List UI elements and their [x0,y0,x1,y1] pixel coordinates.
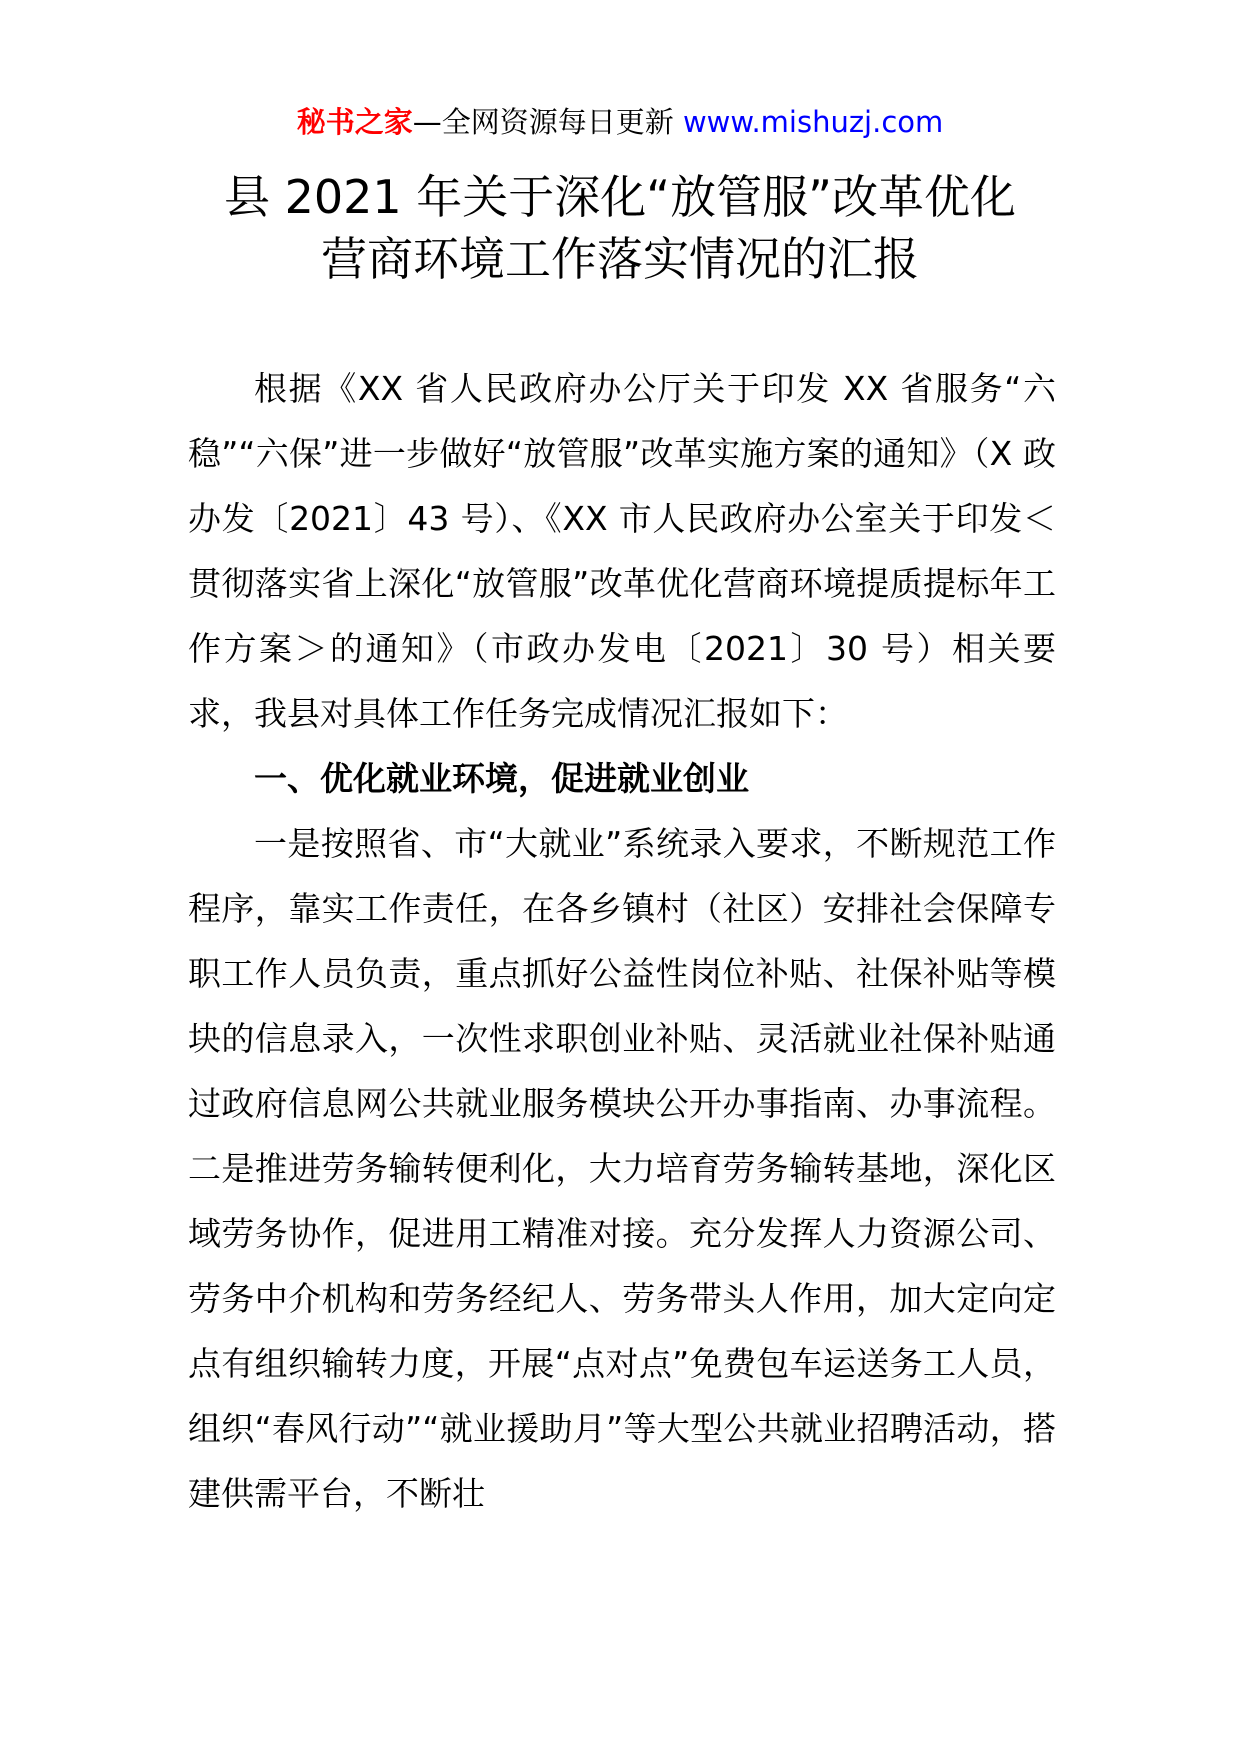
intro-paragraph: 根据《XX 省人民政府办公厅关于印发 XX 省服务“六稳”“六保”进一步做好“放管服”改革实施方案的通知》（X 政办发〔2021〕43 号）、《XX 市人民政府办公室关于印发＜贯彻落实省上深化“放管服”改革优化营商环境提质提标年工作方案＞的通知》（市政办发电〔2021〕30 号）相关要求，我县对具体工作任务完成情况汇报如下： [188,369,1056,733]
section-1-paragraph: 一是按照省、市“大就业”系统录入要求，不断规范工作程序，靠实工作责任，在各乡镇村（社区）安排社会保障专职工作人员负责，重点抓好公益性岗位补贴、社保补贴等模块的信息录入，一次性求职创业补贴、灵活就业社保补贴通过政府信息网公共就业服务模块公开办事指南、办事流程。二是推进劳务输转便利化，大力培育劳务输转基地，深化区域劳务协作，促进用工精准对接。充分发挥人力资源公司、劳务中介机构和劳务经纪人、劳务带头人作用，加大定向定点有组织输转力度，开展“点对点”免费包车运送务工人员，组织“春风行动”“就业援助月”等大型公共就业招聘活动，搭建供需平台，不断壮 [188,824,1056,1513]
site-brand: 秘书之家 [296,105,413,139]
document-title-line-2: 营商环境工作落实情况的汇报 [321,232,919,286]
section-heading-1: 一、优化就业环境，促进就业创业 [254,759,749,798]
site-url-link[interactable]: www.mishuzj.com [682,105,944,139]
document-body [188,356,1056,1526]
site-slogan: —全网资源每日更新 [412,105,674,139]
document-title [0,166,1240,290]
site-header-banner [0,104,1240,140]
document-title-line-1: 县 2021 年关于深化“放管服”改革优化 [224,170,1016,224]
